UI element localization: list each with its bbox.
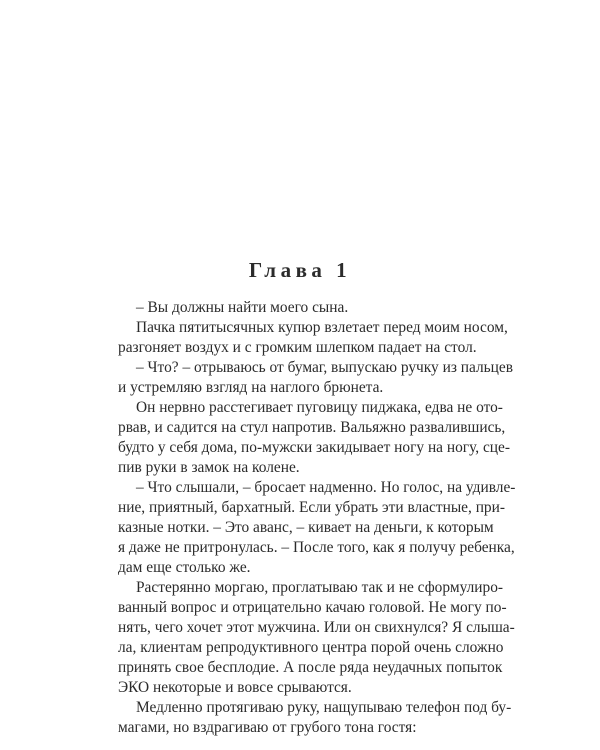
- text-line: казные нотки. – Это аванс, – кивает на деньги, к которым: [118, 519, 494, 536]
- text-line: дам еще столько же.: [118, 559, 251, 576]
- text-line: – Что? – отрываюсь от бумаг, выпускаю ручку из пальцев: [136, 359, 513, 376]
- text-line: разгоняет воздух и с громким шлепком падает на стол.: [118, 339, 477, 356]
- text-line: – Что слышали, – бросает надменно. Но голос, на удивле-: [136, 479, 516, 496]
- text-line: нять, чего хочет этот мужчина. Или он свихнулся? Я слыша-: [118, 619, 515, 636]
- text-line: пив руки в замок на колене.: [118, 459, 300, 476]
- text-line: – Вы должны найти моего сына.: [136, 299, 349, 316]
- text-line: Пачка пятитысячных купюр взлетает перед моим носом,: [136, 319, 508, 336]
- text-line: ние, приятный, бархатный. Если убрать эти властные, при-: [118, 499, 505, 516]
- text-line: принять свое бесплодие. А после ряда неудачных попыток: [118, 659, 503, 676]
- text-line: ванный вопрос и отрицательно качаю головой. Не могу по-: [118, 599, 507, 616]
- text-line: ЭКО некоторые и вовсе срываются.: [118, 679, 352, 696]
- text-line: Растерянно моргаю, проглатываю так и не сформулиро-: [136, 579, 504, 596]
- text-line: Он нервно расстегивает пуговицу пиджака, едва не ото-: [136, 399, 503, 416]
- text-line: будто у себя дома, по-мужски закидывает ногу на ногу, сце-: [118, 439, 510, 456]
- chapter-title: Глава 1: [248, 258, 352, 282]
- text-line: ла, клиентам репродуктивного центра порой очень сложно: [118, 639, 504, 656]
- text-line: рвав, и садится на стул напротив. Вальяжно развалившись,: [118, 419, 506, 436]
- text-line: Медленно протягиваю руку, нащупываю телефон под бу-: [136, 699, 512, 716]
- text-line: и устремляю взгляд на наглого брюнета.: [118, 379, 384, 396]
- text-line: магами, но вздрагиваю от грубого тона гостя:: [118, 719, 417, 736]
- text-line: я даже не притронулась. – После того, как я получу ребенка,: [118, 539, 515, 556]
